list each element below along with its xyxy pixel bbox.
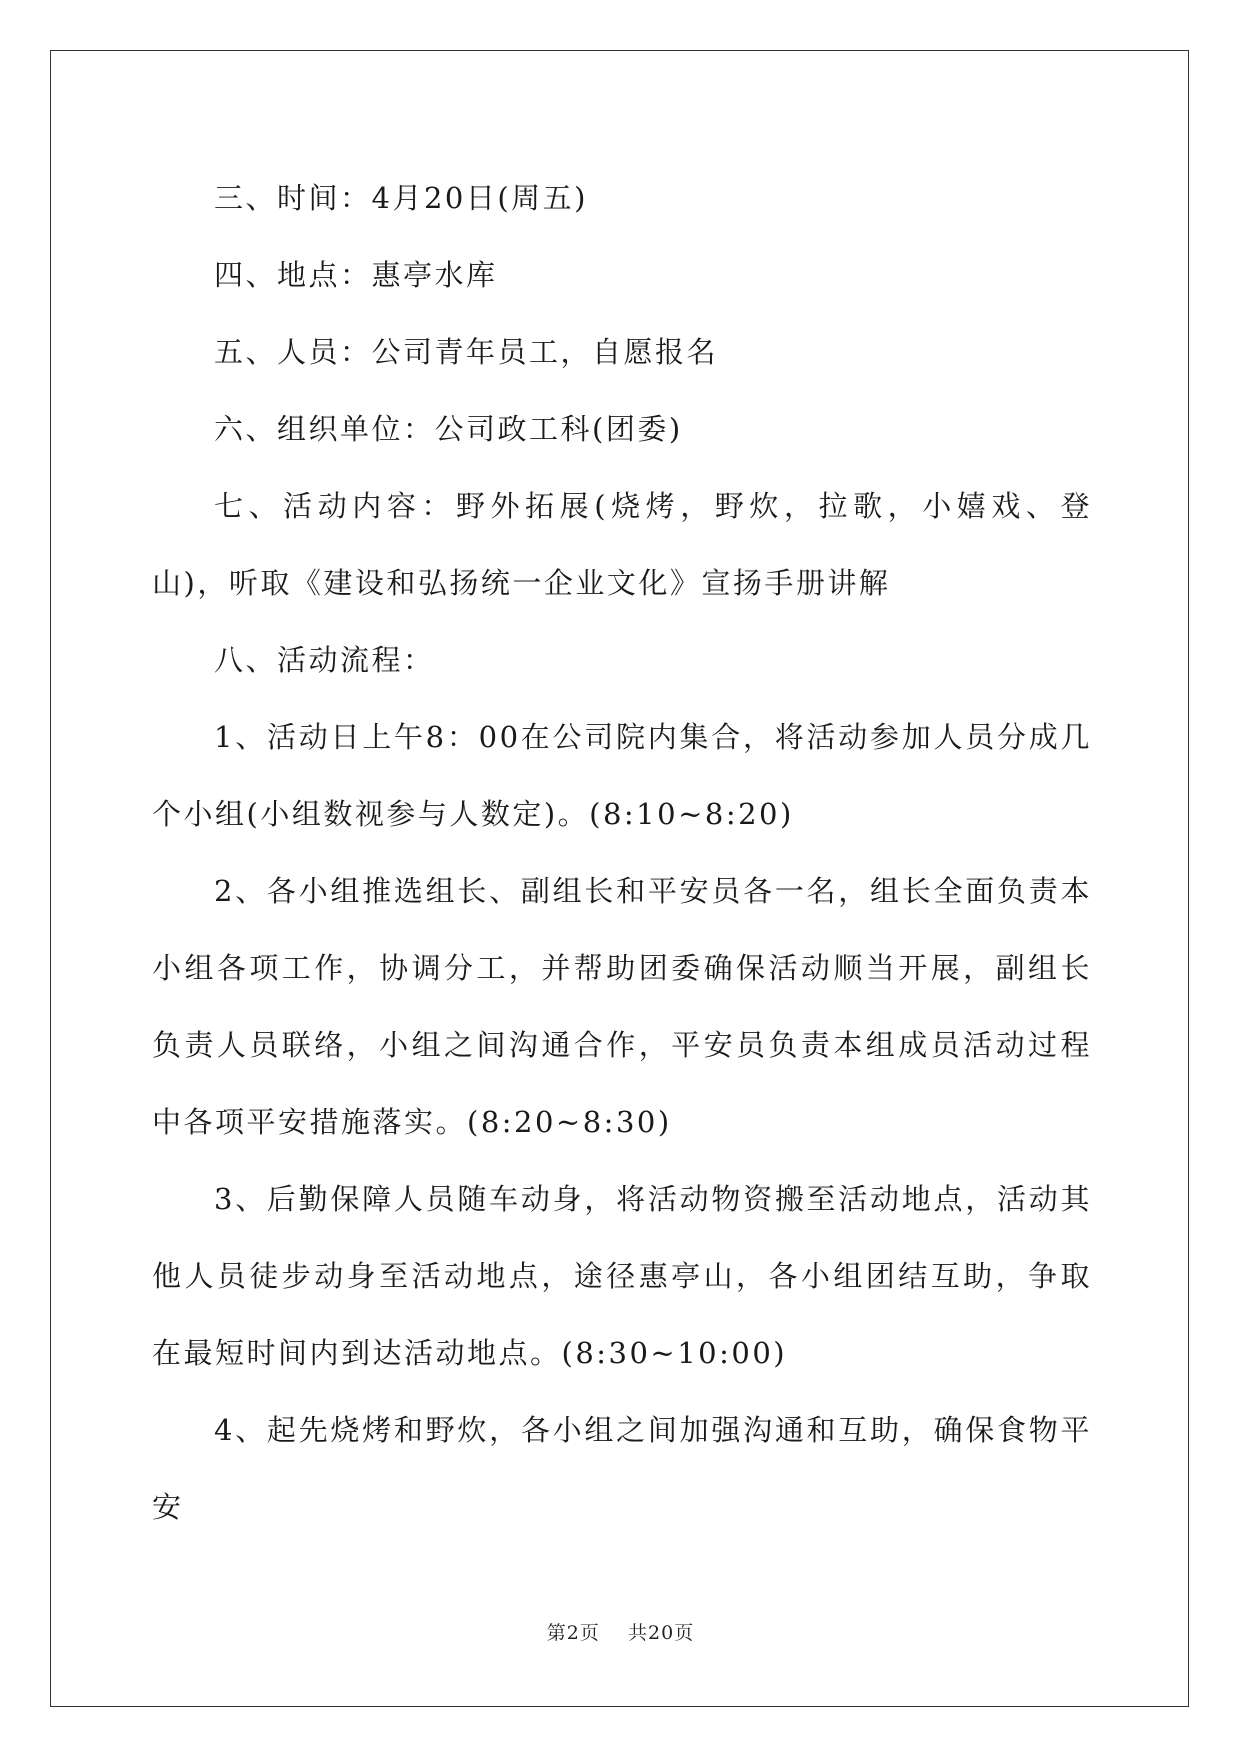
- paragraph-time: 三、时间：4月20日(周五): [214, 181, 588, 215]
- paragraph-organizer: 六、组织单位：公司政工科(团委): [214, 412, 683, 446]
- paragraph-activity-content: 七、活动内容：野外拓展(烧烤，野炊，拉歌，小嬉戏、登山)，听取《建设和弘扬统一企业文化》宣扬手册讲解: [152, 489, 1092, 600]
- page-total: 共20页: [628, 1622, 695, 1644]
- paragraph-personnel: 五、人员：公司青年员工，自愿报名: [214, 335, 719, 369]
- page-number: 第2页: [546, 1622, 600, 1644]
- paragraph-step-1: 1、活动日上午8：00在公司院内集合，将活动参加人员分成几个小组(小组数视参与人数定)。(8:10~8:20): [152, 720, 1092, 831]
- paragraph-process-heading: 八、活动流程：: [214, 643, 435, 677]
- page-footer: [0, 1618, 1241, 1645]
- document-body: [152, 160, 1092, 1546]
- paragraph-location: 四、地点：惠亭水库: [214, 258, 498, 292]
- paragraph-step-4: 4、起先烧烤和野炊，各小组之间加强沟通和互助，确保食物平安: [152, 1413, 1092, 1524]
- paragraph-step-2: 2、各小组推选组长、副组长和平安员各一名，组长全面负责本小组各项工作，协调分工，并帮助团委确保活动顺当开展，副组长负责人员联络，小组之间沟通合作，平安员负责本组成员活动过程中各项平安措施落实。(8:20~8:30): [152, 874, 1092, 1139]
- paragraph-step-3: 3、后勤保障人员随车动身，将活动物资搬至活动地点，活动其他人员徒步动身至活动地点，途径惠亭山，各小组团结互助，争取在最短时间内到达活动地点。(8:30~10:00): [152, 1182, 1092, 1370]
